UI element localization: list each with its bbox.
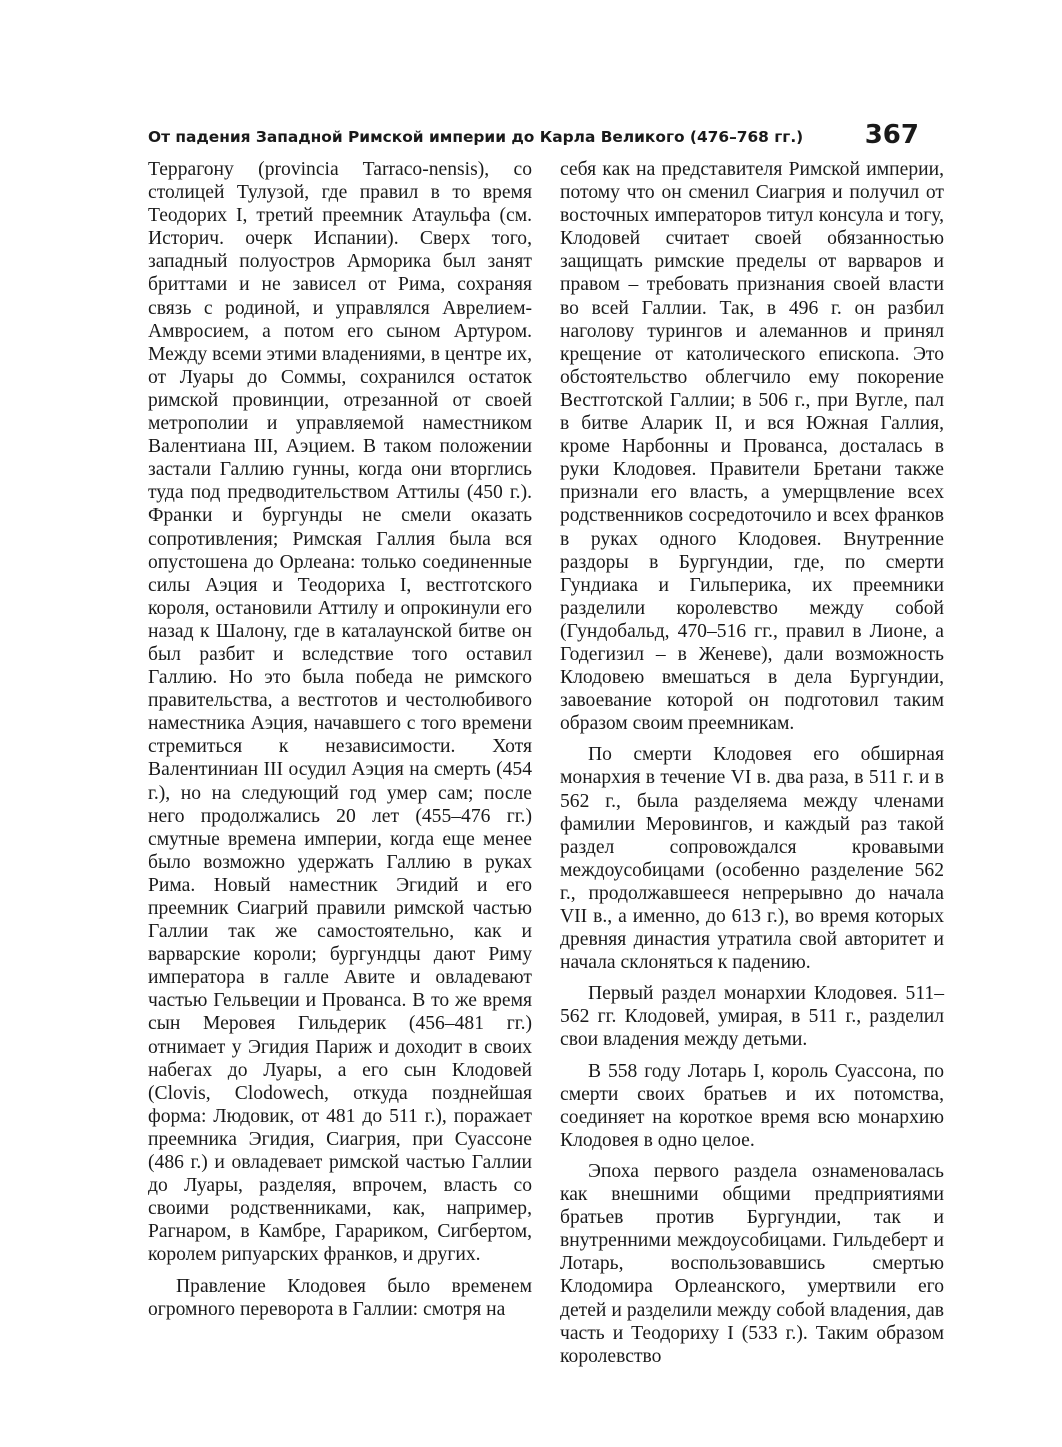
running-title: От падения Западной Римской империи до Карла Великого (476–768 гг.) <box>148 128 804 146</box>
paragraph: В 558 году Лотарь I, король Суассона, по смерти своих братьев и их потомства, соединяет на короткое время всю монархию Клодовея в одно целое. <box>560 1060 944 1151</box>
paragraph: Эпоха первого раздела ознаменовалась как внешними общими предприятиями братьев против Бургундии, так и внутренними междоусобицами. Гильдеберт и Лотарь, воспользовавшись смертью Клодомира Орлеанского, умертвили его детей и разделили между собой владения, дав часть и Теодориху I (533 г.). Таким образом королевство <box>560 1160 944 1367</box>
paragraph: Правление Клодовея было временем огромного переворота в Галлии: смотря на <box>148 1275 532 1320</box>
paragraph: Террагону (provincia Tarraco-nensis), со столицей Тулузой, где правил в то время Теодорих I, третий преемник Атаульфа (см. Историч. очерк Испании). Сверх того, западный полуостров Арморика был занят бриттами и не зависел от Рима, сохраняя связь с родиной, и управлялся Аврелием-Амвросием, а потом его сыном Артуром. Между всеми этими владениями, в центре их, от Луары до Соммы, сохранился остаток римской провинции, отрезанной от своей метрополии и управляемой наместником Валентиана III, Аэцием. В таком положении застали Галлию гунны, когда они вторглись туда под предводительством Аттилы (450 г.). Франки и бургунды не смели оказать сопротивления; Римская Галлия была вся опустошена до Орлеана: только соединенные силы Аэция и Теодориха I, вестготского короля, остановили Аттилу и опрокинули его назад к Шалону, где в каталаунской битве он был разбит и вследствие того оставил Галлию. Но это была победа не римского правительства, а вестготов и честолюбивого наместника Аэция, начавшего с того времени стремиться к независимости. Хотя Валентиниан III осудил Аэция на смерть (454 г.), но на следующий год умер сам; после него продолжались 20 лет (455–476 гг.) смутные времена империи, когда еще менее было возможно удержать Галлию в руках Рима. Новый наместник Эгидий и его преемник Сиагрий правили римской частью Галлии так же самостоятельно, как и варварские короли; бургундцы дают Риму императора в галле Авите и овладевают частью Гельвеции и Прованса. В то же время сын Меровея Гильдерик (456–481 гг.) отнимает у Эгидия Париж и доходит в своих набегах до Луары, а его сын Клодовей (Clovis, Clodowech, откуда позднейшая форма: Людовик, от 481 до 511 г.), поражает преемника Эгидия, Сиагрия, при Суассоне (486 г.) и овладевает римской частью Галлии до Луары, разделяя, впрочем, власть со своими родственниками, как, например, Рагнаром, в Камбре, Гарариком, Сигбертом, королем рипуарских франков, и других. <box>148 159 532 1266</box>
running-header <box>148 116 919 152</box>
left-column <box>148 158 532 1321</box>
paragraph: себя как на представителя Римской империи, потому что он сменил Сиагрия и получил от восточных императоров титул консула и тогу, Клодовей считает своей обязанностью защищать римские пределы от варваров и правом – требовать признания своей власти во всей Галлии. Так, в 496 г. он разбил наголову турингов и алеманнов и принял крещение от католического епископа. Это обстоятельство облегчило ему покорение Вестготской Галлии; в 506 г., при Вугле, пал в битве Аларик II, и вся Южная Галлия, кроме Нарбонны и Прованса, досталась в руки Клодовея. Правители Бретани также признали его власть, а умерщвление всех родственников сосредоточило и всех франков в руках одного Клодовея. Внутренние раздоры в Бургундии, где, по смерти Гундиака и Гильперика, их преемники разделили королевство между собой (Гундобальд, 470–516 гг., правил в Лионе, а Годегизил – в Женеве), дали возможность Клодовею вмешаться в дела Бургундии, завоевание которой он подготовил таким образом своим преемникам. <box>560 159 944 735</box>
paragraph: Первый раздел монархии Клодовея. 511–562 гг. Клодовей, умирая, в 511 г., разделил свои владения между детьми. <box>560 983 944 1051</box>
right-column <box>560 158 944 1368</box>
page-number: 367 <box>864 120 919 150</box>
paragraph: По смерти Клодовея его обширная монархия в течение VI в. два раза, в 511 г. и в 562 г., была разделяема между членами фамилии Меровингов, и каждый раз такой раздел сопровождался кровавыми междоусобицами (особенно разделение 562 г., продолжавшееся непрерывно до начала VII в., а именно, до 613 г.), во время которых древняя династия утратила свой авторитет и начала склоняться к падению. <box>560 744 944 974</box>
